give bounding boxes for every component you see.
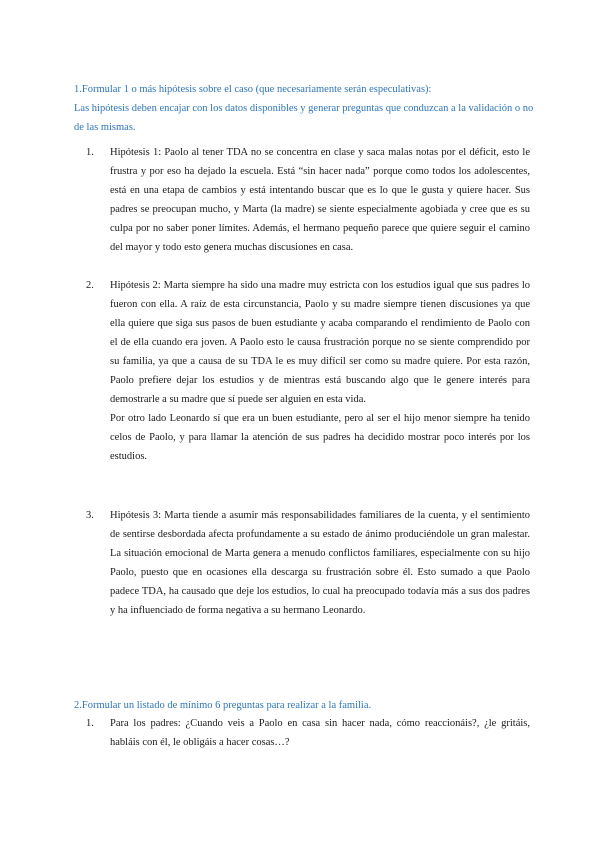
list-number: 3. [86, 510, 94, 521]
section2-header [74, 696, 534, 715]
hypothesis-1-text: Hipótesis 1: Paolo al tener TDA no se concentra en clase y saca malas notas por el déficit, esto le frustra y por eso ha dejado la escuela. Está “sin hacer nada” porque como todos los adolescentes, está en una etapa de cambios y está intentando buscar que es lo que le gusta y quiere hacer. Sus padres se preocupan mucho, y Marta (la madre) se siente especialmente agobiada y cree que es su culpa por no saber poner límites. Además, el hermano pequeño parece que quiere seguir el camino del mayor y todo esto genera muchas discusiones en casa. [110, 147, 530, 253]
hypothesis-2-text-continued: Por otro lado Leonardo sí que era un buen estudiante, pero al ser el hijo menor siempre ha tenido celos de Paolo, y para llamar la atención de sus padres ha decidido mostrar poco interés por los estudios. [110, 413, 530, 462]
hypothesis-3-text: Hipótesis 3: Marta tiende a asumir más responsabilidades familiares de la cuenta, y el sentimiento de sentirse desbordada afecta profundamente a su estado de ánimo produciéndole un gran malestar. La situación emocional de Marta genera a menudo conflictos familiares, especialmente con su hijo Paolo, puesto que en ocasiones ella descarga su frustración sobre él. Esto sumado a que Paolo padece TDA, ha causado que deje los estudios, lo cual ha preocupado todavía más a sus dos padres y ha influenciado de forma negativa a su hermano Leonardo. [110, 510, 530, 616]
hypothesis-3 [86, 506, 530, 620]
hypothesis-2 [86, 276, 530, 466]
section1-header [74, 80, 534, 137]
list-number: 1. [86, 718, 94, 729]
list-number: 2. [86, 280, 94, 291]
hypothesis-1 [86, 143, 530, 257]
section1-heading: 1.Formular 1 o más hipótesis sobre el caso (que necesariamente serán especulativas): [74, 84, 432, 95]
section2-heading: 2.Formular un listado de mínimo 6 preguntas para realizar a la familia. [74, 700, 372, 711]
question-1-text: Para los padres: ¿Cuando veis a Paolo en casa sin hacer nada, cómo reaccionáis?, ¿le gritáis, habláis con él, le obligáis a hacer cosas…? [110, 718, 530, 748]
hypothesis-2-text: Hipótesis 2: Marta siempre ha sido una madre muy estricta con los estudios igual que sus padres lo fueron con ella. A raíz de esta circunstancia, Paolo y su madre siempre tienen discusiones ya que ella quiere que siga sus pasos de buen estudiante y acaba comparando el rendimiento de Paolo con el de ella cuando era joven. A Paolo esto le causa frustración porque no se siente comprendido por su familia, ya que a causa de su TDA le es muy difícil ser como su madre quiere. Por esta razón, Paolo prefiere dejar los estudios y de mientras está buscando algo que le genere interés para demostrarle a su madre que sí puede ser alguien en esta vida. [110, 280, 530, 405]
question-1 [86, 714, 530, 752]
list-number: 1. [86, 147, 94, 158]
section1-subheading: Las hipótesis deben encajar con los datos disponibles y generar preguntas que conduzcan a la validación o no de las mismas. [74, 103, 534, 133]
